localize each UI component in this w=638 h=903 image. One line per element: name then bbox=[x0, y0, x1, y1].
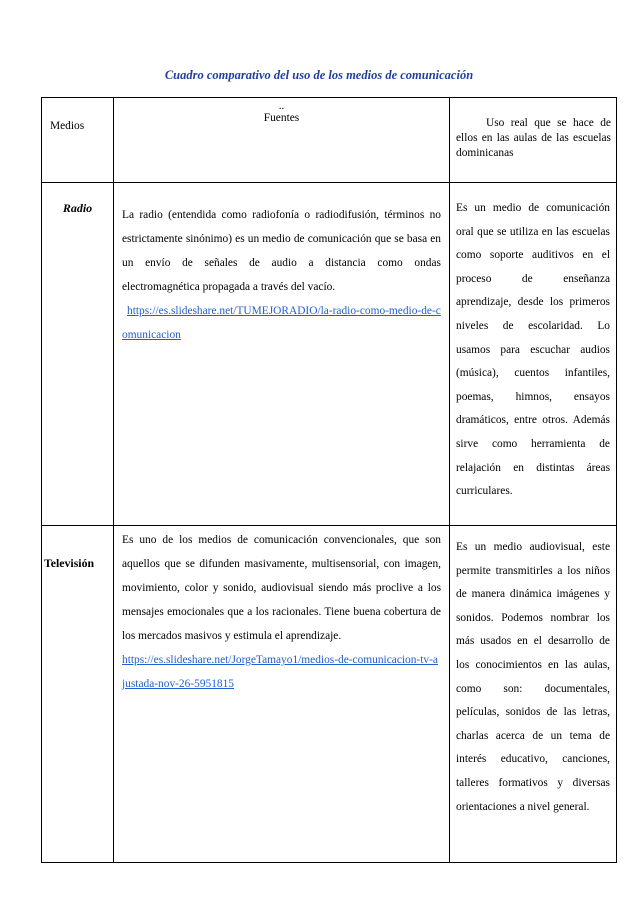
comparison-table bbox=[41, 97, 617, 863]
table-row-television bbox=[42, 526, 617, 863]
uso-cell-television bbox=[450, 526, 617, 863]
header-fuentes bbox=[114, 98, 450, 183]
uso-cell-radio bbox=[450, 183, 617, 526]
fuente-link-television[interactable]: https://es.slideshare.net/JorgeTamayo1/medios-de-comunicacion-tv-ajustada-nov-26-5951815 bbox=[122, 654, 438, 690]
header-uso: Uso real que se hace de ellos en las aulas de las escuelas dominicanas bbox=[450, 98, 617, 183]
uso-text-radio: Es un medio de comunicación oral que se utiliza en las escuelas como soporte auditivos en el proceso de enseñanza aprendizaje, desde los primeros niveles de escolaridad. Lo usamos para escuchar audios (música), cuentos infantiles, poemas, himnos, ensayos dramáticos, entre otros. Además sirve como herramienta de relajación en distintas áreas curriculares. bbox=[456, 202, 610, 498]
header-fuentes-label: Fuentes bbox=[263, 112, 300, 124]
uso-text-television: Es un medio audiovisual, este permite transmitirles a los niños de manera dinámica imágenes y sonidos. Podemos nombrar los más usados en el desarrollo de los conocimientos en las aulas, como son: documentales, películas, sonidos de las letras, charlas acerca de un tema de interés educativo, canciones, talleres formativos y diversas orientaciones a nivel general. bbox=[456, 541, 610, 813]
table-row-radio bbox=[42, 183, 617, 526]
fuente-cell-radio bbox=[114, 183, 450, 526]
medio-cell-television: Televisión bbox=[42, 526, 114, 863]
table-header-row bbox=[42, 98, 617, 183]
fuente-link-radio[interactable]: https://es.slideshare.net/TUMEJORADIO/la-radio-como-medio-de-comunicacion bbox=[122, 305, 441, 341]
medio-cell-radio: Radio bbox=[42, 183, 114, 526]
fuente-cell-television bbox=[114, 526, 450, 863]
header-medios: Medios bbox=[42, 98, 114, 183]
document-title: Cuadro comparativo del uso de los medios de comunicación bbox=[164, 68, 474, 82]
header-fuentes-marker: .. bbox=[278, 100, 285, 112]
fuente-text-radio: La radio (entendida como radiofonía o radiodifusión, términos no estrictamente sinónimo) es un medio de comunicación que se basa en un envío de señales de audio a distancia como ondas electromagnética propagada a través del vacío. bbox=[122, 209, 441, 293]
fuente-text-television: Es uno de los medios de comunicación convencionales, que son aquellos que se difunden masivamente, multisensorial, con imagen, movimiento, color y sonido, audiovisual siendo más proclive a los mensajes emocionales que a los racionales. Tiene buena cobertura de los mercados masivos y estimula el aprendizaje. bbox=[122, 534, 441, 642]
